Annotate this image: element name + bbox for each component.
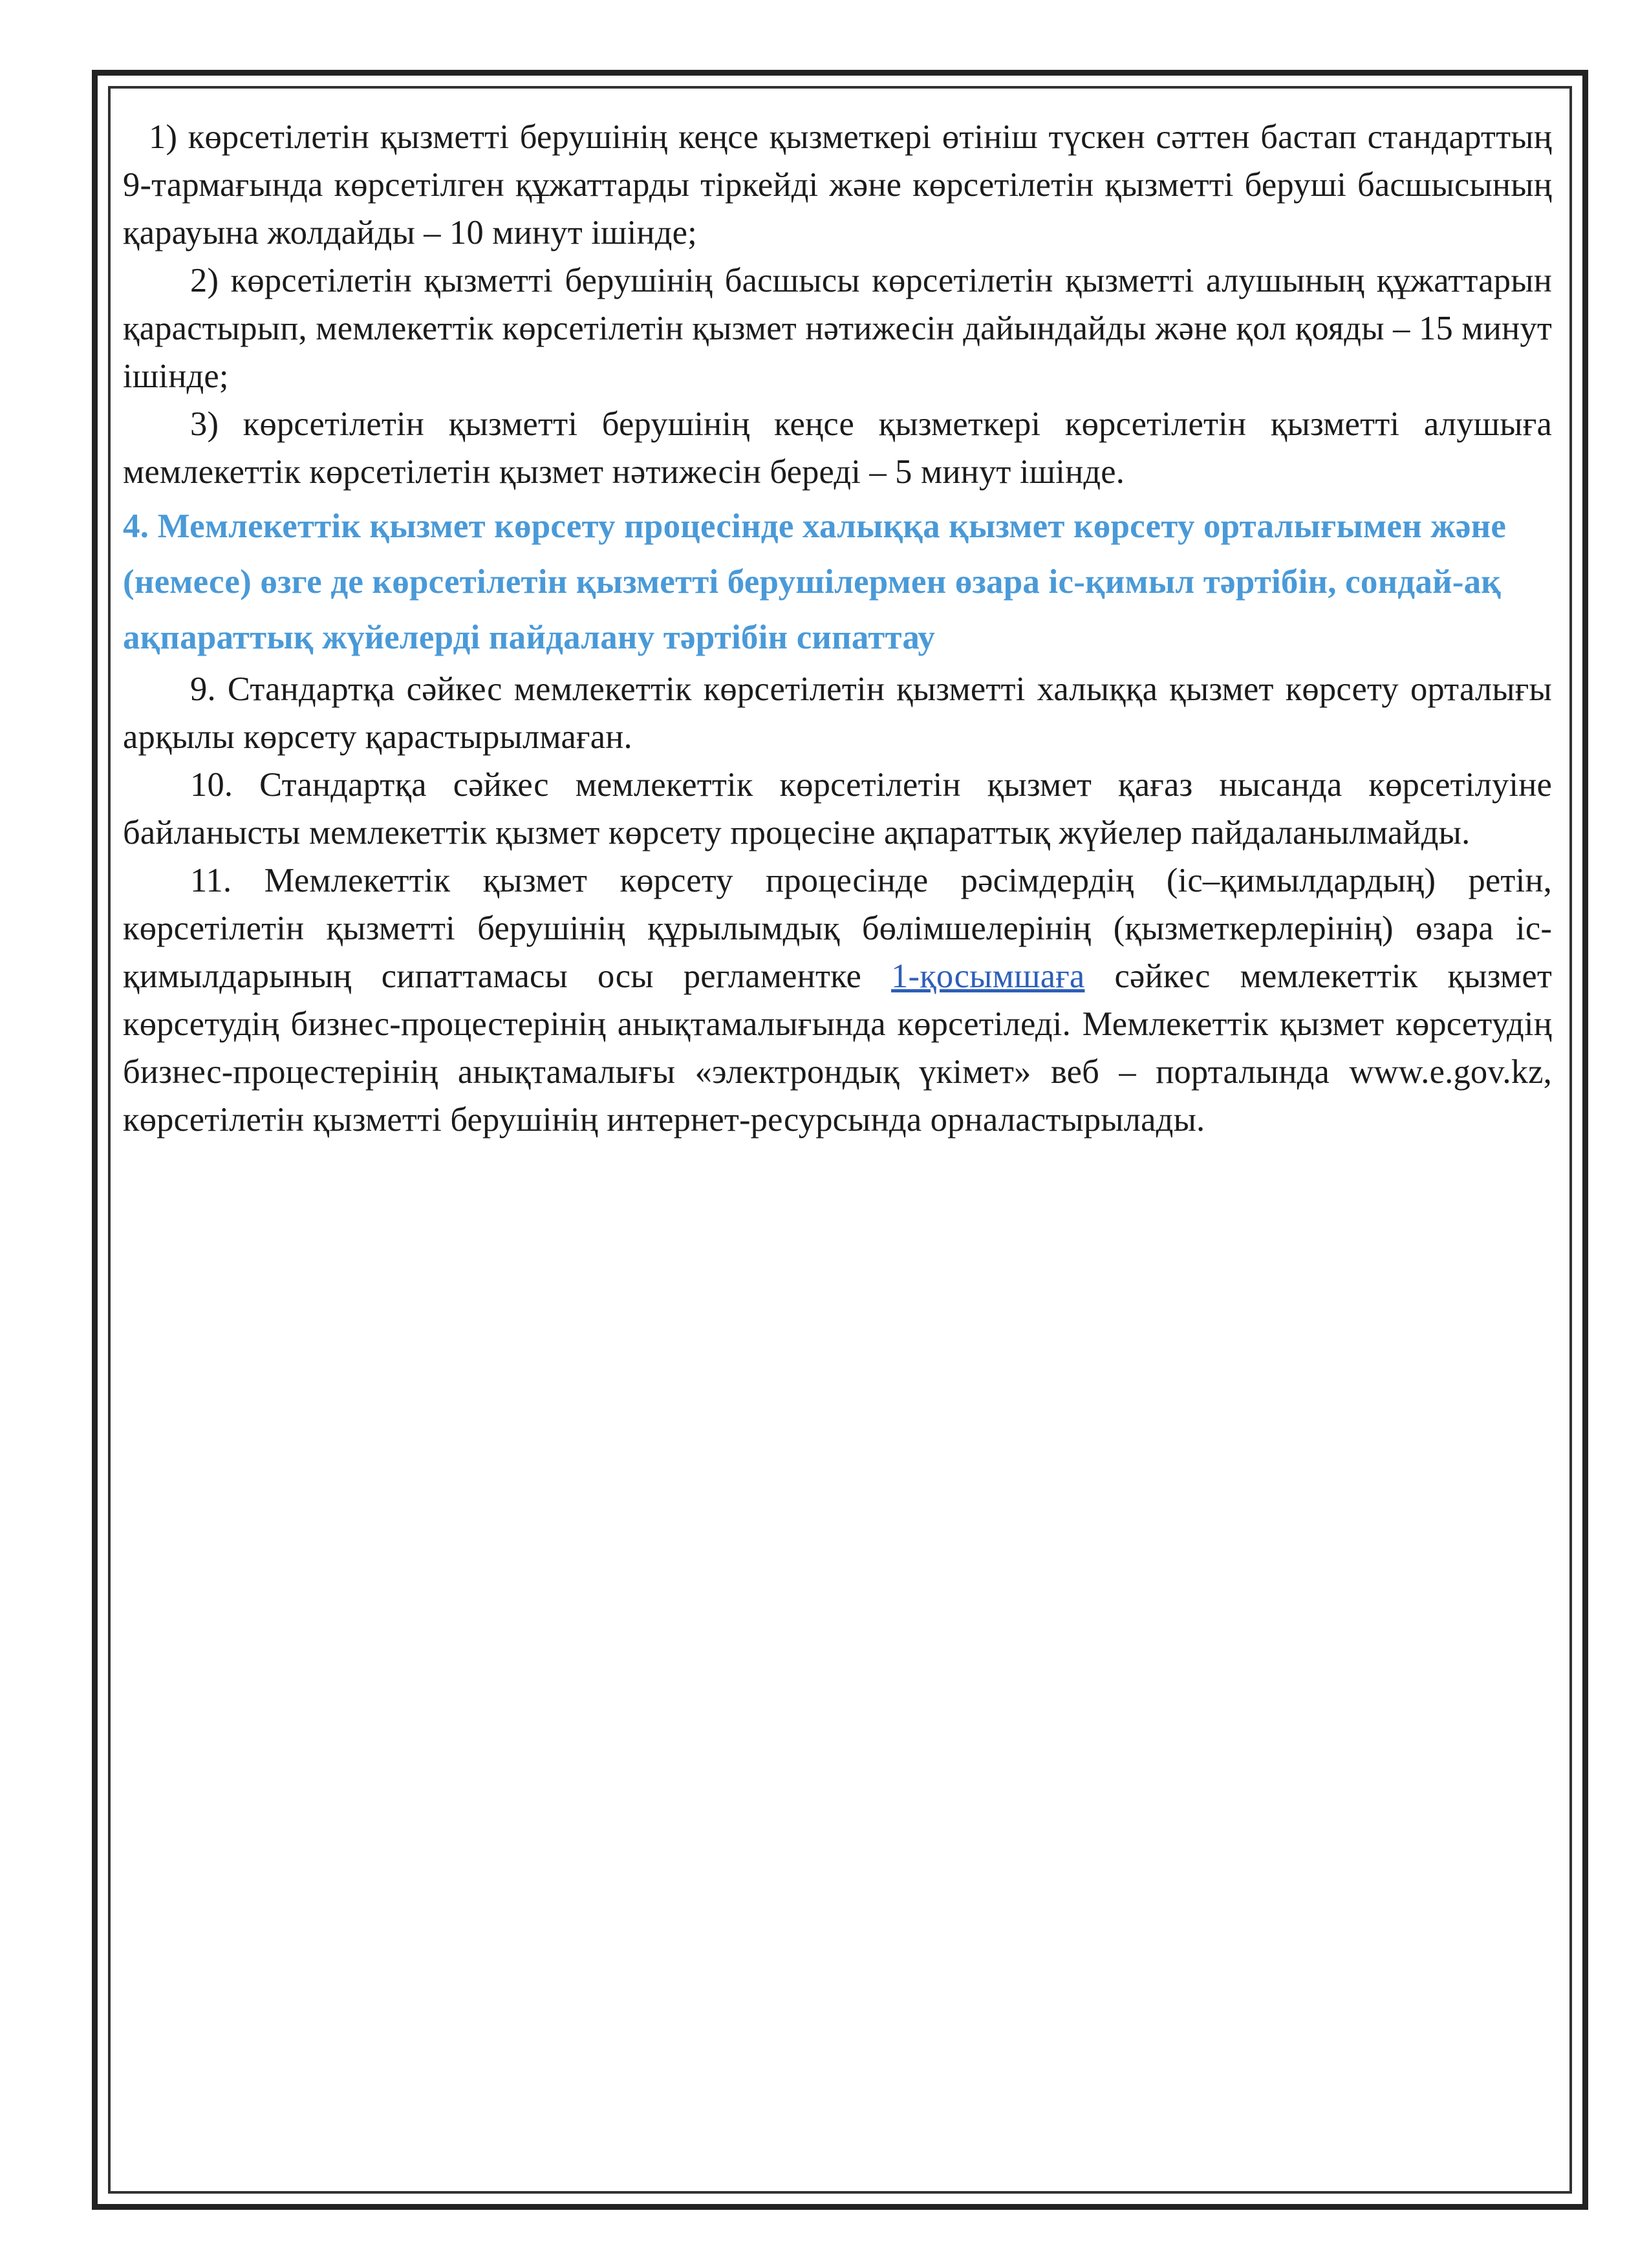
paragraph-10: 10. Стандартқа сәйкес мемлекеттік көрсетілетін қызмет қағаз нысанда көрсетілуіне байланысты мемлекеттік қызмет көрсету процесіне ақпараттық жүйелер пайдаланылмайды. — [123, 766, 1552, 851]
paragraph-11-text-start: 11. Мемлекеттік қызмет көрсету процесінде рәсімдердің (іс–қимылдардың) ретін, көрсетілетін қызметті берушінің құрылымдық бөлімшелерінің (қызметкерлерінің) өзара іс-қимылдарының сипаттамасы осы регламентке — [123, 862, 1552, 995]
paragraph-11-text-end: сәйкес мемлекеттік қызмет көрсетудің бизнес-процестерінің анықтамалығында көрсетіледі. Мемлекеттік қызмет көрсетудің бизнес-процестерінің анықтамалығы «электрондық үкімет» веб – порталында www.e.gov.kz, көрсетілетін қызметті берушінің интернет-ресурсында орналастырылады. — [123, 957, 1553, 1139]
paragraph-11 — [123, 857, 1552, 1144]
document-body — [123, 113, 1552, 1144]
list-item-1: 1) көрсетілетін қызметті берушінің кеңсе қызметкері өтініш түскен сәттен бастап стандарттың 9-тармағында көрсетілген құжаттарды тіркейді және көрсетілетін қызметті беруші басшысының қарауына жолдайды – 10 минут ішінде; — [123, 118, 1552, 251]
paragraph-9: 9. Стандартқа сәйкес мемлекеттік көрсетілетін қызметті халыққа қызмет көрсету орталығы арқылы көрсету қарастырылмаған. — [123, 670, 1552, 756]
list-item-3: 3) көрсетілетін қызметті берушінің кеңсе қызметкері көрсетілетін қызметті алушыға мемлекеттік көрсетілетін қызмет нәтижесін береді – 5 минут ішінде. — [123, 405, 1552, 491]
section-4-heading: 4. Мемлекеттік қызмет көрсету процесінде халыққа қызмет көрсету орталығымен және (немесе) өзге де көрсетілетін қызметті берушілермен өзара іс-қимыл тәртібін, сондай-ақ ақпараттық жүйелерді пайдалану тәртібін сипаттау — [123, 508, 1507, 656]
appendix-1-link[interactable]: 1-қосымшаға — [891, 957, 1085, 995]
list-item-2: 2) көрсетілетін қызметті берушінің басшысы көрсетілетін қызметті алушының құжаттарын қарастырып, мемлекеттік көрсетілетін қызмет нәтижесін дайындайды және қол қояды – 15 минут ішінде; — [123, 262, 1552, 395]
